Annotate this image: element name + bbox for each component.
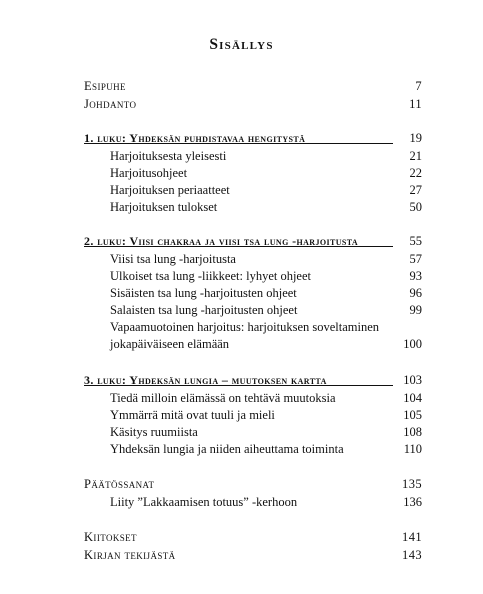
toc-entry-page: 19 <box>409 131 422 145</box>
toc-entry-page: 143 <box>402 548 422 562</box>
toc-entry-label: Sisäisten tsa lung -harjoitusten ohjeet <box>110 286 297 300</box>
page-title: Sisällys <box>209 36 274 53</box>
toc-entry <box>84 441 422 457</box>
toc-entry-page: 96 <box>409 286 422 300</box>
toc-entry <box>84 148 422 164</box>
toc-entry-page: 110 <box>403 442 422 456</box>
toc-entry-label: Harjoitusohjeet <box>110 166 188 180</box>
toc-entry-page: 105 <box>403 408 422 422</box>
toc-entry-page: 100 <box>403 337 422 351</box>
toc-entry <box>84 165 422 181</box>
toc-entry-page: 50 <box>409 200 422 214</box>
toc-entry <box>84 407 422 423</box>
toc-entry <box>84 424 422 440</box>
toc-entry-label: Harjoituksesta yleisesti <box>110 149 227 163</box>
toc-entry-label: Kiitokset <box>84 530 137 544</box>
chapter-1-underline <box>84 143 393 144</box>
toc-entry <box>84 390 422 406</box>
toc-entry-label: Kirjan tekijästä <box>84 548 176 562</box>
toc-entry-label: Harjoituksen periaatteet <box>110 183 230 197</box>
toc-entry <box>84 319 422 335</box>
toc-entry-page: 135 <box>402 477 422 491</box>
toc-entry-label: jokapäiväiseen elämään <box>110 337 230 351</box>
toc-entry-kirjan-tekijasta <box>84 547 422 563</box>
toc-entry-page: 21 <box>409 149 422 163</box>
toc-entry-label: 3. luku: Yhdeksän lungia – muutoksen kartta <box>84 373 327 387</box>
toc-entry-label: Viisi tsa lung -harjoitusta <box>110 252 236 266</box>
toc-entry-page: 11 <box>409 97 422 111</box>
toc-entry-page: 103 <box>403 373 422 387</box>
toc-entry-page: 55 <box>409 234 422 248</box>
toc-entry-page: 99 <box>409 303 422 317</box>
toc-entry <box>84 494 422 510</box>
toc-entry-page: 22 <box>409 166 422 180</box>
toc-entry-label: Vapaamuotoinen harjoitus: harjoituksen soveltaminen <box>110 320 380 334</box>
toc-entry <box>84 182 422 198</box>
toc-entry-page: 104 <box>403 391 422 405</box>
toc-entry-page: 108 <box>403 425 422 439</box>
toc-entry-kiitokset <box>84 529 422 545</box>
toc-entry-label: Harjoituksen tulokset <box>110 200 218 214</box>
toc-entry-label: 2. luku: Viisi chakraa ja viisi tsa lung -harjoitusta <box>84 234 359 248</box>
toc-entry-page: 93 <box>409 269 422 283</box>
toc-entry-label: Johdanto <box>84 97 137 111</box>
toc-entry-label: 1. luku: Yhdeksän puhdistavaa hengitystä <box>84 131 306 145</box>
toc-entry-label: Salaisten tsa lung -harjoitusten ohjeet <box>110 303 298 317</box>
toc-entry-page: 27 <box>409 183 422 197</box>
toc-entry <box>84 302 422 318</box>
toc-entry-page: 141 <box>402 530 422 544</box>
toc-entry <box>84 285 422 301</box>
chapter-3-underline <box>84 385 393 386</box>
toc-entry-page: 136 <box>403 495 422 509</box>
toc-entry-johdanto <box>84 96 422 112</box>
toc-entry-label: Esipuhe <box>84 79 126 93</box>
toc-entry <box>84 251 422 267</box>
toc-entry-label: Ulkoiset tsa lung -liikkeet: lyhyet ohjeet <box>110 269 312 283</box>
toc-entry-esipuhe <box>84 78 422 94</box>
toc-entry <box>84 268 422 284</box>
toc-entry-page: 7 <box>415 79 422 93</box>
toc-entry-label: Päätössanat <box>84 477 155 491</box>
toc-entry-page: 57 <box>409 252 422 266</box>
toc-entry-label: Liity ”Lakkaamisen totuus” -kerhoon <box>110 495 298 509</box>
toc-entry-label: Ymmärrä mitä ovat tuuli ja mieli <box>110 408 275 422</box>
toc-entry-label: Käsitys ruumiista <box>110 425 198 439</box>
chapter-2-underline <box>84 246 393 247</box>
toc-entry-label: Tiedä milloin elämässä on tehtävä muutoksia <box>110 391 336 405</box>
toc-entry-label: Yhdeksän lungia ja niiden aiheuttama toiminta <box>110 442 344 456</box>
toc-entry-paatossanat <box>84 476 422 492</box>
toc-entry <box>84 199 422 215</box>
toc-entry <box>84 336 422 352</box>
